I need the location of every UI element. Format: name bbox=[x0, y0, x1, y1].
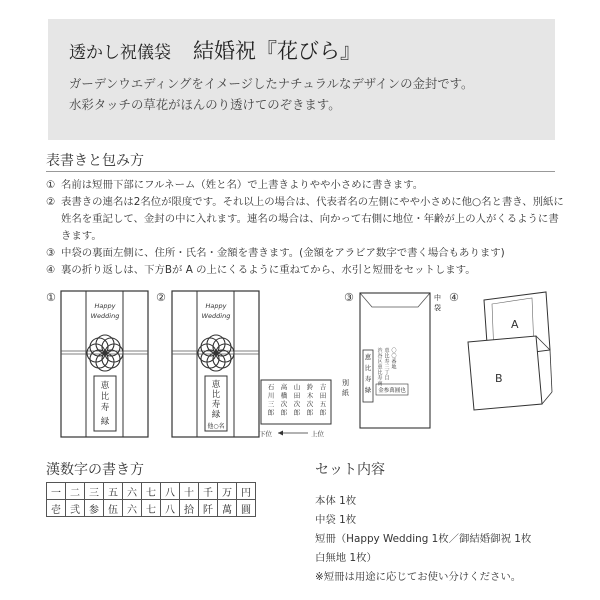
diagram-number: ③ bbox=[344, 291, 354, 304]
tanzaku-char-0: 恵 bbox=[211, 380, 221, 390]
inner-address-char: 比 bbox=[384, 353, 390, 360]
note-text: 中袋の裏面左側に、住所・氏名・金額を書きます。(金額をアラビア数字で書く場合もあります) bbox=[61, 247, 505, 259]
inner-address-char: 地 bbox=[391, 364, 397, 371]
note-text: 裏の折り返しは、下方Bが A の上にくるように重ねてから、水引と短冊をセットします。 bbox=[61, 264, 476, 276]
sheet-name-char: 郎 bbox=[319, 408, 327, 417]
note-text: 名前は短冊下部にフルネーム（姓と名）で上書きよりやや小さめに書きます。 bbox=[61, 179, 424, 191]
inner-name-char: 緑 bbox=[364, 386, 372, 394]
note-item bbox=[46, 262, 566, 279]
fold-diagram bbox=[462, 292, 557, 410]
kanji-cell: 万 bbox=[218, 483, 237, 500]
header-product-name: 結婚祝『花びら』 bbox=[193, 39, 361, 63]
sheet-name-char: 鈴 bbox=[306, 383, 314, 391]
separate-sheet bbox=[256, 375, 356, 443]
sheet-name-char: 川 bbox=[267, 391, 275, 400]
note-number: ④ bbox=[46, 264, 56, 276]
envelope-diagram-1 bbox=[60, 290, 150, 440]
kanji-row bbox=[47, 500, 256, 517]
kanji-cell: 五 bbox=[104, 483, 123, 500]
kanji-row bbox=[47, 483, 256, 500]
note-item bbox=[46, 194, 566, 245]
tanzaku-char-1: 比 bbox=[100, 392, 110, 402]
set-item: 白無地 1枚） bbox=[315, 552, 377, 564]
sheet-label-char-1: 紙 bbox=[342, 389, 349, 397]
inner-address-char: 三 bbox=[384, 364, 390, 371]
diagram-number: ② bbox=[156, 291, 166, 304]
inner-address-char: 寿 bbox=[377, 375, 383, 382]
inner-name-char: 恵 bbox=[364, 353, 372, 361]
set-contents-list bbox=[315, 492, 531, 587]
envelope-diagram-2 bbox=[171, 290, 261, 440]
sheet-name-char: 吉 bbox=[319, 383, 327, 391]
happy-text: Happy bbox=[205, 302, 227, 310]
inner-label-char-1: 袋 bbox=[434, 304, 441, 312]
diagram-number: ④ bbox=[449, 291, 459, 304]
set-item: 本体 1枚 bbox=[315, 495, 357, 507]
diagram-number: ① bbox=[46, 291, 56, 304]
kanji-cell: 阡 bbox=[199, 500, 218, 517]
inner-name-char: 比 bbox=[364, 364, 372, 372]
tanzaku-char-2: 寿 bbox=[211, 400, 221, 410]
inner-label-char-0: 中 bbox=[434, 294, 441, 302]
inner-address-char: 〇 bbox=[391, 348, 397, 354]
kanji-cell: 壱 bbox=[47, 500, 66, 517]
inner-address-char: 渋 bbox=[377, 348, 383, 354]
kanji-cell: 萬 bbox=[218, 500, 237, 517]
sheet-name-char: 山 bbox=[293, 383, 301, 391]
kanji-cell: 拾 bbox=[180, 500, 199, 517]
fold-label-b: B bbox=[495, 372, 503, 385]
tanzaku-char-2: 寿 bbox=[100, 403, 110, 413]
sheet-name-char: 郎 bbox=[267, 408, 275, 417]
inner-address-char: 丁 bbox=[384, 370, 390, 376]
note-text: 表書きの連名は2名位が限度です。それ以上の場合は、代表者名の左側にやや小さめに他○名と書き、別紙に姓名を重記して、金封の中に入れます。連名の場合は、向かって右側に地位・年齢が上の人がくるように書きます。 bbox=[61, 196, 564, 242]
note-item bbox=[46, 245, 566, 262]
inner-address-char: 比 bbox=[377, 370, 383, 376]
header-banner bbox=[48, 19, 555, 140]
tanzaku-char-0: 恵 bbox=[100, 381, 110, 391]
kanji-cell: 千 bbox=[199, 483, 218, 500]
inner-address-char: 〇 bbox=[391, 353, 397, 360]
kanji-cell: 八 bbox=[161, 483, 180, 500]
kanji-numeral-table bbox=[46, 482, 256, 517]
kanji-cell: 七 bbox=[142, 483, 161, 500]
tanzaku-char-3: 緑 bbox=[100, 417, 110, 427]
upper-label: 上位 bbox=[311, 430, 324, 438]
kanji-cell: 弐 bbox=[66, 500, 85, 517]
lower-label: 下位 bbox=[259, 430, 272, 438]
sheet-name-char: 五 bbox=[319, 400, 327, 408]
kanji-cell: 圓 bbox=[237, 500, 256, 517]
sheet-name-char: 次 bbox=[306, 400, 314, 408]
sheet-name-char: 三 bbox=[267, 400, 275, 408]
inner-address-char: 恵 bbox=[377, 364, 383, 371]
inner-address-char: 南 bbox=[377, 381, 383, 387]
fold-label-a: A bbox=[511, 318, 519, 331]
set-item: 中袋 1枚 bbox=[315, 514, 357, 526]
inner-envelope bbox=[358, 290, 441, 440]
section-heading-wrapping: 表書きと包み方 bbox=[46, 153, 144, 169]
inner-amount: 金参萬圓也 bbox=[378, 388, 406, 394]
sheet-name-char: 郎 bbox=[293, 408, 301, 417]
sheet-name-char: 次 bbox=[293, 400, 301, 408]
header-category: 透かし祝儀袋 bbox=[69, 43, 171, 63]
tanzaku-char-3: 緑 bbox=[211, 410, 221, 420]
kanji-cell: 六 bbox=[123, 500, 142, 517]
kanji-cell: 六 bbox=[123, 483, 142, 500]
note-number: ② bbox=[46, 196, 56, 208]
kanji-cell: 参 bbox=[85, 500, 104, 517]
sheet-label-char-0: 別 bbox=[342, 379, 349, 387]
tanzaku-sub-text: 他○名 bbox=[207, 423, 225, 430]
sheet-name-char: 石 bbox=[267, 383, 275, 391]
tanzaku-char-1: 比 bbox=[211, 390, 221, 400]
inner-address-char: 区 bbox=[377, 359, 383, 365]
inner-name-char: 寿 bbox=[364, 375, 372, 383]
kanji-cell: 三 bbox=[85, 483, 104, 500]
wedding-text: Wedding bbox=[90, 312, 120, 320]
sheet-name-char: 次 bbox=[280, 400, 288, 408]
sheet-name-char: 郎 bbox=[280, 408, 288, 417]
sheet-name-char: 高 bbox=[280, 383, 288, 391]
kanji-cell: 八 bbox=[161, 500, 180, 517]
inner-address-char: 目 bbox=[384, 375, 390, 382]
kanji-cell: 一 bbox=[47, 483, 66, 500]
sheet-name-char: 田 bbox=[293, 391, 301, 400]
set-item: ※短冊は用途に応じてお使い分けください。 bbox=[315, 571, 522, 583]
notes-list bbox=[46, 177, 566, 279]
kanji-cell: 十 bbox=[180, 483, 199, 500]
section-heading-kanji: 漢数字の書き方 bbox=[46, 462, 144, 478]
note-number: ③ bbox=[46, 247, 56, 259]
happy-text: Happy bbox=[94, 302, 116, 310]
header-description bbox=[69, 73, 473, 115]
header-title bbox=[69, 35, 361, 65]
header-desc-line: ガーデンウエディングをイメージしたナチュラルなデザインの金封です。 bbox=[69, 76, 474, 91]
inner-address-char: 番 bbox=[391, 359, 397, 365]
set-item: 短冊（Happy Wedding 1枚／御結婚御祝 1枚 bbox=[315, 533, 532, 545]
note-item bbox=[46, 177, 566, 194]
sheet-name-char: 田 bbox=[319, 391, 327, 400]
kanji-cell: 七 bbox=[142, 500, 161, 517]
sheet-name-char: 郎 bbox=[306, 408, 314, 417]
inner-address-char: 恵 bbox=[384, 348, 390, 354]
inner-address-char: 谷 bbox=[377, 353, 383, 360]
mizuhiki-knot-icon bbox=[198, 335, 234, 371]
wedding-text: Wedding bbox=[201, 312, 231, 320]
mizuhiki-knot-icon bbox=[87, 335, 123, 371]
kanji-cell: 円 bbox=[237, 483, 256, 500]
sheet-name-char: 木 bbox=[306, 391, 314, 400]
inner-address-char: 寿 bbox=[384, 359, 390, 365]
header-desc-line: 水彩タッチの草花がほんのり透けてのぞきます。 bbox=[69, 97, 341, 112]
section-divider bbox=[46, 171, 555, 172]
section-heading-set: セット内容 bbox=[315, 462, 385, 478]
kanji-cell: 二 bbox=[66, 483, 85, 500]
kanji-cell: 伍 bbox=[104, 500, 123, 517]
note-number: ① bbox=[46, 179, 56, 191]
sheet-name-char: 橋 bbox=[280, 391, 288, 400]
inner-address-text bbox=[377, 347, 396, 387]
